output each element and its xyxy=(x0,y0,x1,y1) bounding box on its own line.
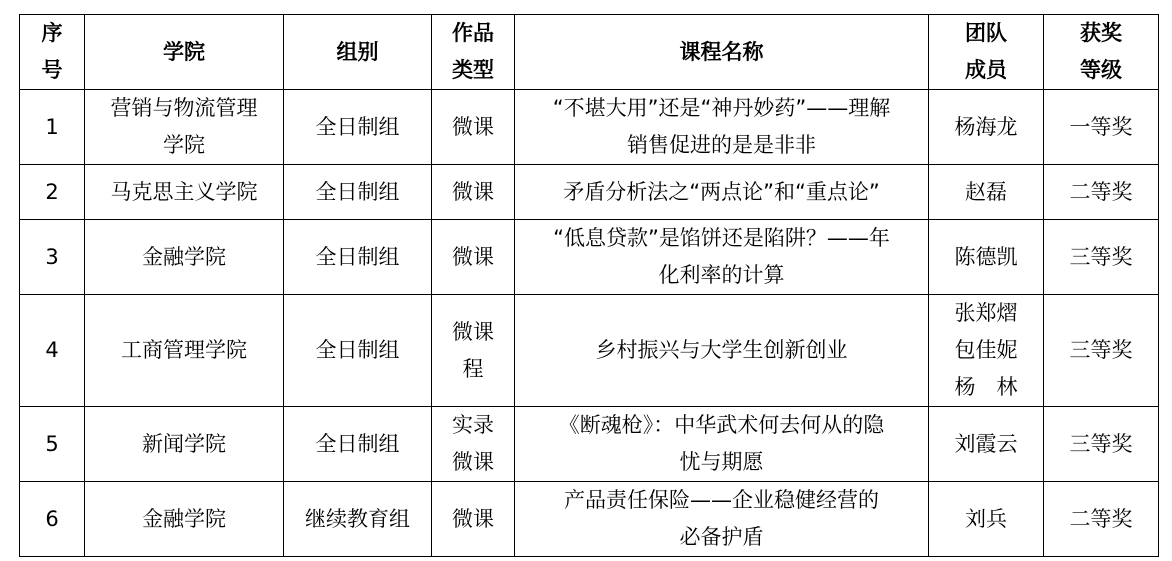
table-row xyxy=(20,90,1159,165)
table-row xyxy=(20,295,1159,407)
cell-course-name: 《断魂枪》：中华武术何去何从的隐 忧与期愿 xyxy=(515,407,929,482)
header-group: 组别 xyxy=(284,15,432,90)
cell-members: 赵磊 xyxy=(929,165,1044,220)
cell-college: 金融学院 xyxy=(85,220,284,295)
cell-award: 二等奖 xyxy=(1044,165,1159,220)
cell-work-type: 微课 xyxy=(432,220,515,295)
table-row xyxy=(20,482,1159,557)
cell-seq: 1 xyxy=(20,90,85,165)
cell-seq: 5 xyxy=(20,407,85,482)
cell-course-name: 矛盾分析法之“两点论”和“重点论” xyxy=(515,165,929,220)
cell-members: 陈德凯 xyxy=(929,220,1044,295)
cell-work-type: 微课 xyxy=(432,90,515,165)
cell-group: 全日制组 xyxy=(284,220,432,295)
cell-group: 全日制组 xyxy=(284,90,432,165)
cell-award: 二等奖 xyxy=(1044,482,1159,557)
cell-group: 全日制组 xyxy=(284,165,432,220)
cell-members: 刘兵 xyxy=(929,482,1044,557)
cell-course-name: 乡村振兴与大学生创新创业 xyxy=(515,295,929,407)
cell-seq: 6 xyxy=(20,482,85,557)
cell-seq: 2 xyxy=(20,165,85,220)
cell-members: 杨海龙 xyxy=(929,90,1044,165)
table-row xyxy=(20,407,1159,482)
cell-group: 继续教育组 xyxy=(284,482,432,557)
cell-college: 新闻学院 xyxy=(85,407,284,482)
cell-award: 三等奖 xyxy=(1044,295,1159,407)
cell-college: 马克思主义学院 xyxy=(85,165,284,220)
cell-course-name: “不堪大用”还是“神丹妙药”——理解 销售促进的是是非非 xyxy=(515,90,929,165)
header-work-type: 作品 类型 xyxy=(432,15,515,90)
cell-work-type: 实录 微课 xyxy=(432,407,515,482)
header-course-name: 课程名称 xyxy=(515,15,929,90)
cell-college: 金融学院 xyxy=(85,482,284,557)
header-row xyxy=(20,15,1159,90)
cell-college: 营销与物流管理 学院 xyxy=(85,90,284,165)
cell-members: 张郑熠 包佳妮 杨 林 xyxy=(929,295,1044,407)
header-seq: 序 号 xyxy=(20,15,85,90)
cell-college: 工商管理学院 xyxy=(85,295,284,407)
cell-work-type: 微课 程 xyxy=(432,295,515,407)
cell-seq: 4 xyxy=(20,295,85,407)
awards-table xyxy=(19,14,1159,557)
header-members: 团队 成员 xyxy=(929,15,1044,90)
header-award: 获奖 等级 xyxy=(1044,15,1159,90)
cell-award: 三等奖 xyxy=(1044,407,1159,482)
cell-work-type: 微课 xyxy=(432,165,515,220)
cell-award: 三等奖 xyxy=(1044,220,1159,295)
table-row xyxy=(20,220,1159,295)
cell-members: 刘霞云 xyxy=(929,407,1044,482)
cell-work-type: 微课 xyxy=(432,482,515,557)
cell-group: 全日制组 xyxy=(284,295,432,407)
cell-course-name: 产品责任保险——企业稳健经营的 必备护盾 xyxy=(515,482,929,557)
header-college: 学院 xyxy=(85,15,284,90)
table-row xyxy=(20,165,1159,220)
cell-group: 全日制组 xyxy=(284,407,432,482)
cell-seq: 3 xyxy=(20,220,85,295)
cell-award: 一等奖 xyxy=(1044,90,1159,165)
cell-course-name: “低息贷款”是馅饼还是陷阱？——年 化利率的计算 xyxy=(515,220,929,295)
